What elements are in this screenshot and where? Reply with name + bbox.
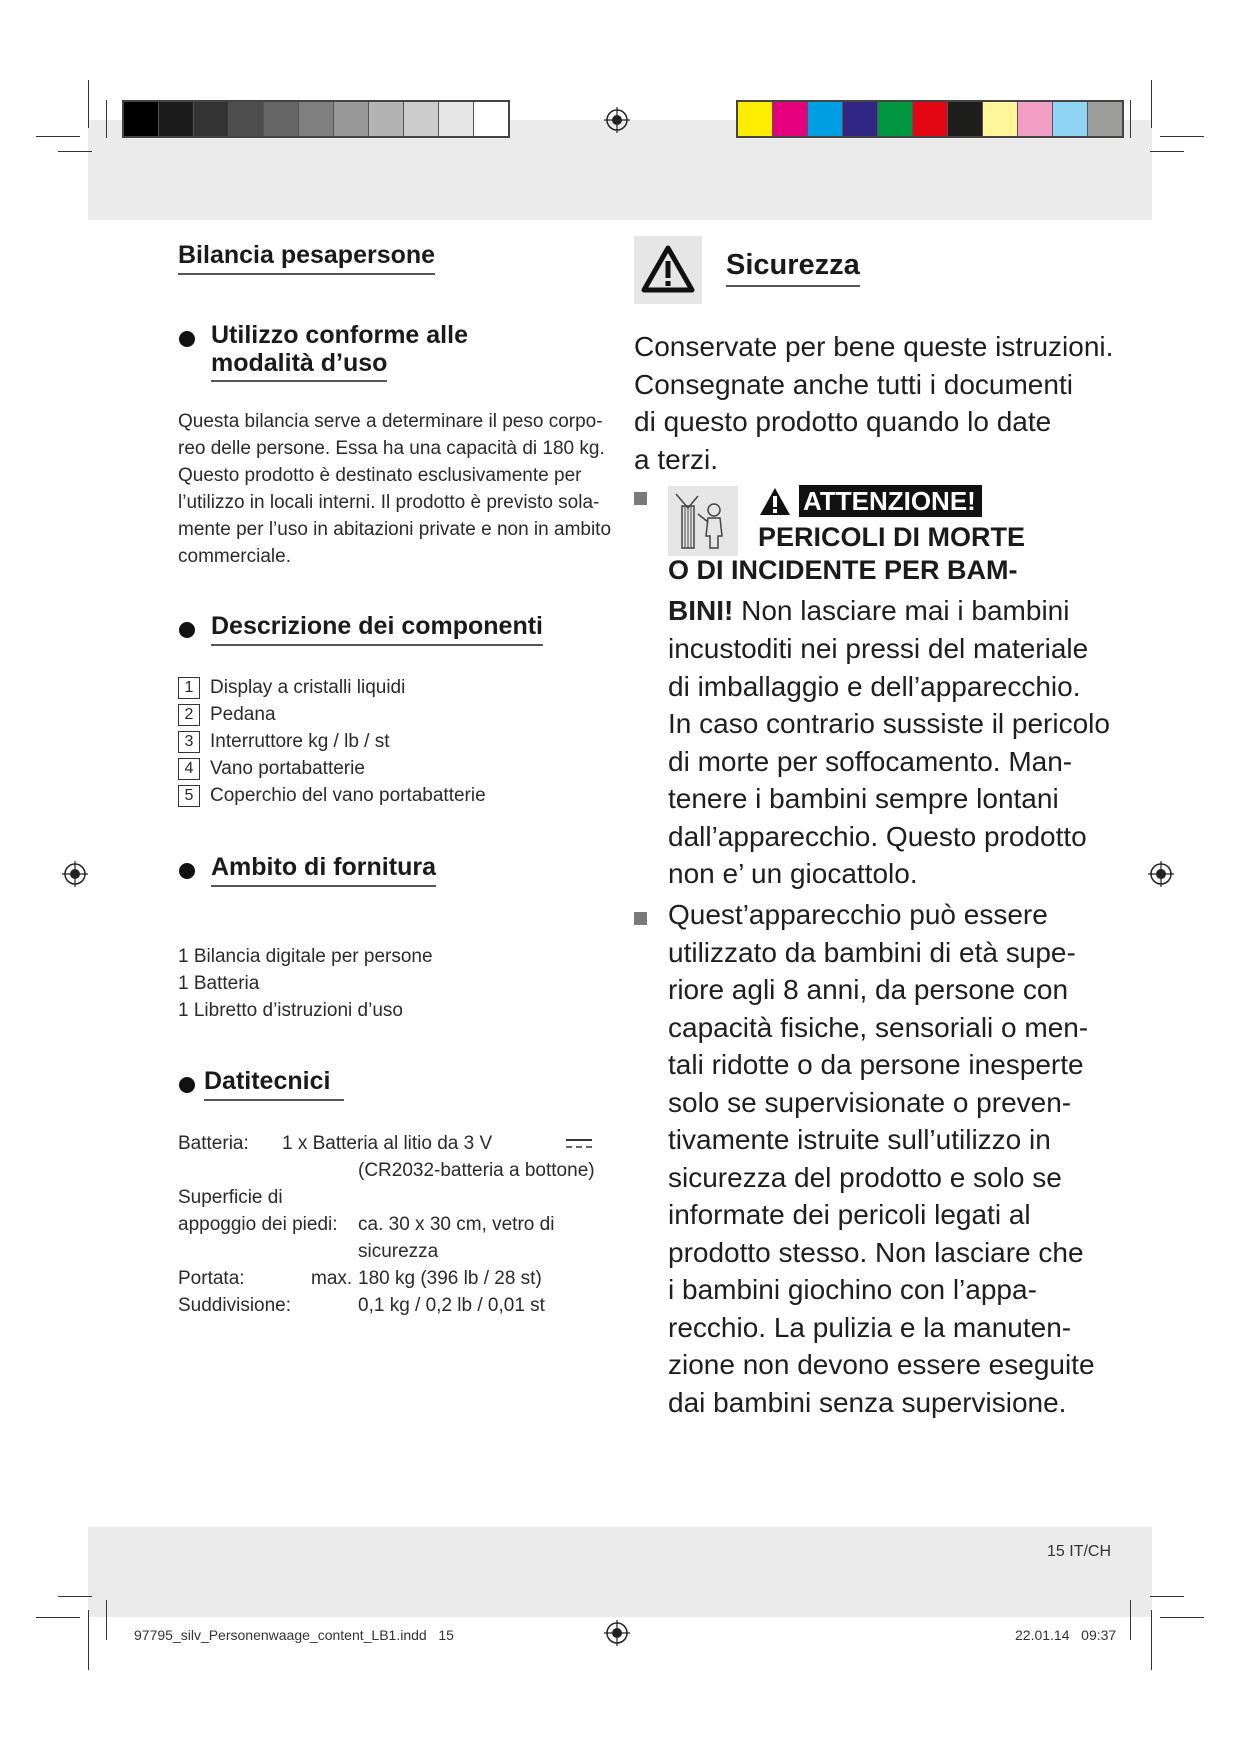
component-item (178, 755, 486, 782)
tech-battery-label: Batteria: (178, 1133, 249, 1154)
tech-surface-value: ca. 30 x 30 cm, vetro di (358, 1214, 555, 1235)
component-label: Vano portabatterie (210, 758, 365, 779)
bullet-dot (179, 1077, 195, 1093)
color-swatch (843, 102, 878, 136)
color-swatch (773, 102, 808, 136)
crop-mark (58, 1596, 92, 1597)
color-swatch (1053, 102, 1088, 136)
registration-mark-icon (1148, 861, 1174, 887)
warning-line-1: PERICOLI DI MORTE (758, 522, 1026, 552)
warning-line-2: O DI INCIDENTE PER BAM- (668, 555, 1018, 585)
text-line: dall’apparecchio. Questo prodotto (668, 820, 1087, 852)
component-item (178, 782, 486, 809)
bullet-dot (179, 863, 195, 879)
color-swatch (738, 102, 773, 136)
tech-battery-value-2: (CR2032-batteria a bottone) (358, 1160, 595, 1181)
text-line: utilizzato da bambini di età supe- (668, 936, 1076, 968)
grayscale-bar (122, 100, 510, 138)
text-line: solo se supervisionate o preven- (668, 1086, 1072, 1118)
intended-use-heading: Utilizzo conforme alle modalità d’uso (211, 321, 468, 382)
text-line: dai bambini senza supervisione. (668, 1386, 1067, 1418)
text-line: l’utilizzo in locali interni. Il prodotto è previsto sola- (178, 492, 600, 513)
color-swatch (229, 102, 264, 136)
component-item (178, 701, 486, 728)
text-line: tivamente istruite sull’utilizzo in (668, 1124, 1051, 1155)
text-line: mente per l’uso in abitazioni private e non in ambito (178, 519, 612, 540)
tech-heading: Datitecnici (204, 1067, 344, 1101)
component-item (178, 728, 486, 755)
supply-item: 1 Batteria (178, 973, 260, 994)
component-number: 1 (178, 677, 200, 699)
supply-heading: Ambito di fornitura (211, 853, 436, 887)
components-heading: Descrizione dei componenti (211, 612, 543, 646)
tech-surface-label: Superficie di (178, 1187, 283, 1208)
warning-triangle-icon (634, 236, 702, 304)
color-swatch (1018, 102, 1053, 136)
color-swatch (1088, 102, 1122, 136)
color-swatch (264, 102, 299, 136)
crop-mark (106, 1600, 107, 1640)
warning-text (668, 630, 1108, 893)
text-line: reo delle persone. Essa ha una capacità di 180 kg. (178, 438, 605, 459)
color-swatch (808, 102, 843, 136)
text-line: prodotto stesso. Non lasciare che (668, 1236, 1084, 1268)
tech-battery-value: 1 x Batteria al litio da 3 V (282, 1133, 493, 1154)
text-line: informate dei pericoli legati al (668, 1199, 1031, 1230)
color-swatch (983, 102, 1018, 136)
crop-mark (106, 100, 107, 138)
crop-mark (36, 136, 80, 137)
text-line: tali ridotte o da persone inesperte (668, 1049, 1084, 1080)
text-line: incustoditi nei pressi del materiale (668, 633, 1089, 664)
supply-item: 1 Libretto d’istruzioni d’uso (178, 1000, 403, 1021)
color-swatch (369, 102, 404, 136)
crop-mark (88, 80, 89, 128)
color-swatch (124, 102, 159, 136)
text-line: a terzi. (634, 443, 719, 475)
file-name: 97795_silv_Personenwaage_content_LB1.indd 15 (134, 1627, 454, 1643)
component-label: Interruttore kg / lb / st (210, 731, 390, 752)
registration-mark-icon (604, 1620, 630, 1646)
text-line: di morte per soffocamento. Man- (668, 745, 1073, 777)
component-label: Coperchio del vano portabatterie (210, 785, 486, 806)
crop-mark (1150, 151, 1184, 152)
component-number: 3 (178, 731, 200, 753)
safety-icon-box (634, 236, 702, 304)
child-warning-icon (668, 486, 738, 556)
crop-mark (36, 1617, 80, 1618)
color-swatch (474, 102, 508, 136)
crop-mark (1150, 1596, 1184, 1597)
crop-mark (1160, 1617, 1204, 1618)
children-use-text (668, 896, 1108, 1421)
color-swatch (913, 102, 948, 136)
color-swatch (948, 102, 983, 136)
safety-title: Sicurezza (726, 249, 860, 287)
component-number: 5 (178, 785, 200, 807)
registration-mark-icon (62, 861, 88, 887)
crop-mark (1151, 80, 1152, 128)
color-swatch (334, 102, 369, 136)
attention-label: ATTENZIONE! (799, 485, 982, 517)
text-line: zione non devono essere eseguite (668, 1349, 1095, 1380)
tech-capacity-value: 180 kg (396 lb / 28 st) (358, 1268, 542, 1289)
bullet-square (634, 912, 647, 925)
color-swatch (159, 102, 194, 136)
text-line: Questa bilancia serve a determinare il peso corpo- (178, 411, 603, 432)
component-number: 4 (178, 758, 200, 780)
component-label: Display a cristalli liquidi (210, 677, 406, 698)
print-datetime: 22.01.14 09:37 (1015, 1627, 1117, 1643)
product-title: Bilancia pesapersone (178, 241, 435, 275)
text-line: non e’ un giocattolo. (668, 858, 918, 889)
text-line: di questo prodotto quando lo date (634, 406, 1052, 437)
bullet-square (634, 492, 647, 505)
bullet-dot (179, 331, 195, 347)
component-item (178, 674, 486, 701)
dc-current-icon (566, 1138, 592, 1150)
tech-surface-label-2: appoggio dei piedi: (178, 1214, 338, 1235)
tech-capacity-prefix: max. (311, 1268, 353, 1289)
text-line: capacità fisiche, sensoriali o men- (668, 1011, 1089, 1043)
page-number: 15 IT/CH (1047, 1543, 1112, 1560)
color-bar (736, 100, 1124, 138)
component-number: 2 (178, 704, 200, 726)
attention-triangle-icon (758, 486, 792, 517)
text-line: Questo prodotto è destinato esclusivamente per (178, 465, 582, 486)
components-list (178, 674, 486, 809)
tech-surface-value-2: sicurezza (358, 1241, 439, 1262)
text-line: Conservate per bene queste istruzioni. (634, 331, 1114, 362)
crop-mark (58, 151, 92, 152)
color-swatch (299, 102, 334, 136)
text-line: i bambini giochino con l’appa- (668, 1274, 1037, 1305)
tech-table (178, 1130, 618, 1330)
color-swatch (439, 102, 474, 136)
supply-item: 1 Bilancia digitale per persone (178, 946, 433, 967)
color-swatch (194, 102, 229, 136)
child-warning-icon-box (668, 486, 738, 556)
warning-line-3: BINI! Non lasciare mai i bambini (668, 595, 1070, 626)
crop-mark (1151, 1610, 1152, 1670)
text-line: Consegnate anche tutti i documenti (634, 368, 1073, 400)
color-swatch (404, 102, 439, 136)
supply-list (178, 943, 433, 1024)
text-line: In caso contrario sussiste il pericolo (668, 708, 1110, 739)
crop-mark (1160, 136, 1204, 137)
safety-intro (634, 328, 1114, 478)
crop-mark (88, 1610, 89, 1670)
bullet-dot (179, 622, 195, 638)
text-line: sicurezza del prodotto e solo se (668, 1161, 1062, 1193)
intended-use-text (178, 408, 618, 570)
text-line: di imballaggio e dell’apparecchio. (668, 670, 1081, 702)
text-line: commerciale. (178, 546, 291, 567)
color-swatch (878, 102, 913, 136)
tech-capacity-label: Portata: (178, 1268, 245, 1289)
component-label: Pedana (210, 704, 276, 725)
footer-band (88, 1527, 1152, 1617)
crop-mark (1130, 1600, 1131, 1640)
text-line: recchio. La pulizia e la manuten- (668, 1311, 1072, 1343)
tech-division-value: 0,1 kg / 0,2 lb / 0,01 st (358, 1295, 545, 1316)
text-line: tenere i bambini sempre lontani (668, 783, 1059, 814)
text-line: Quest’apparecchio può essere (668, 899, 1048, 930)
tech-division-label: Suddivisione: (178, 1295, 292, 1316)
text-line: riore agli 8 anni, da persone con (668, 974, 1069, 1005)
crop-mark (1130, 100, 1131, 138)
registration-mark-icon (604, 107, 630, 133)
